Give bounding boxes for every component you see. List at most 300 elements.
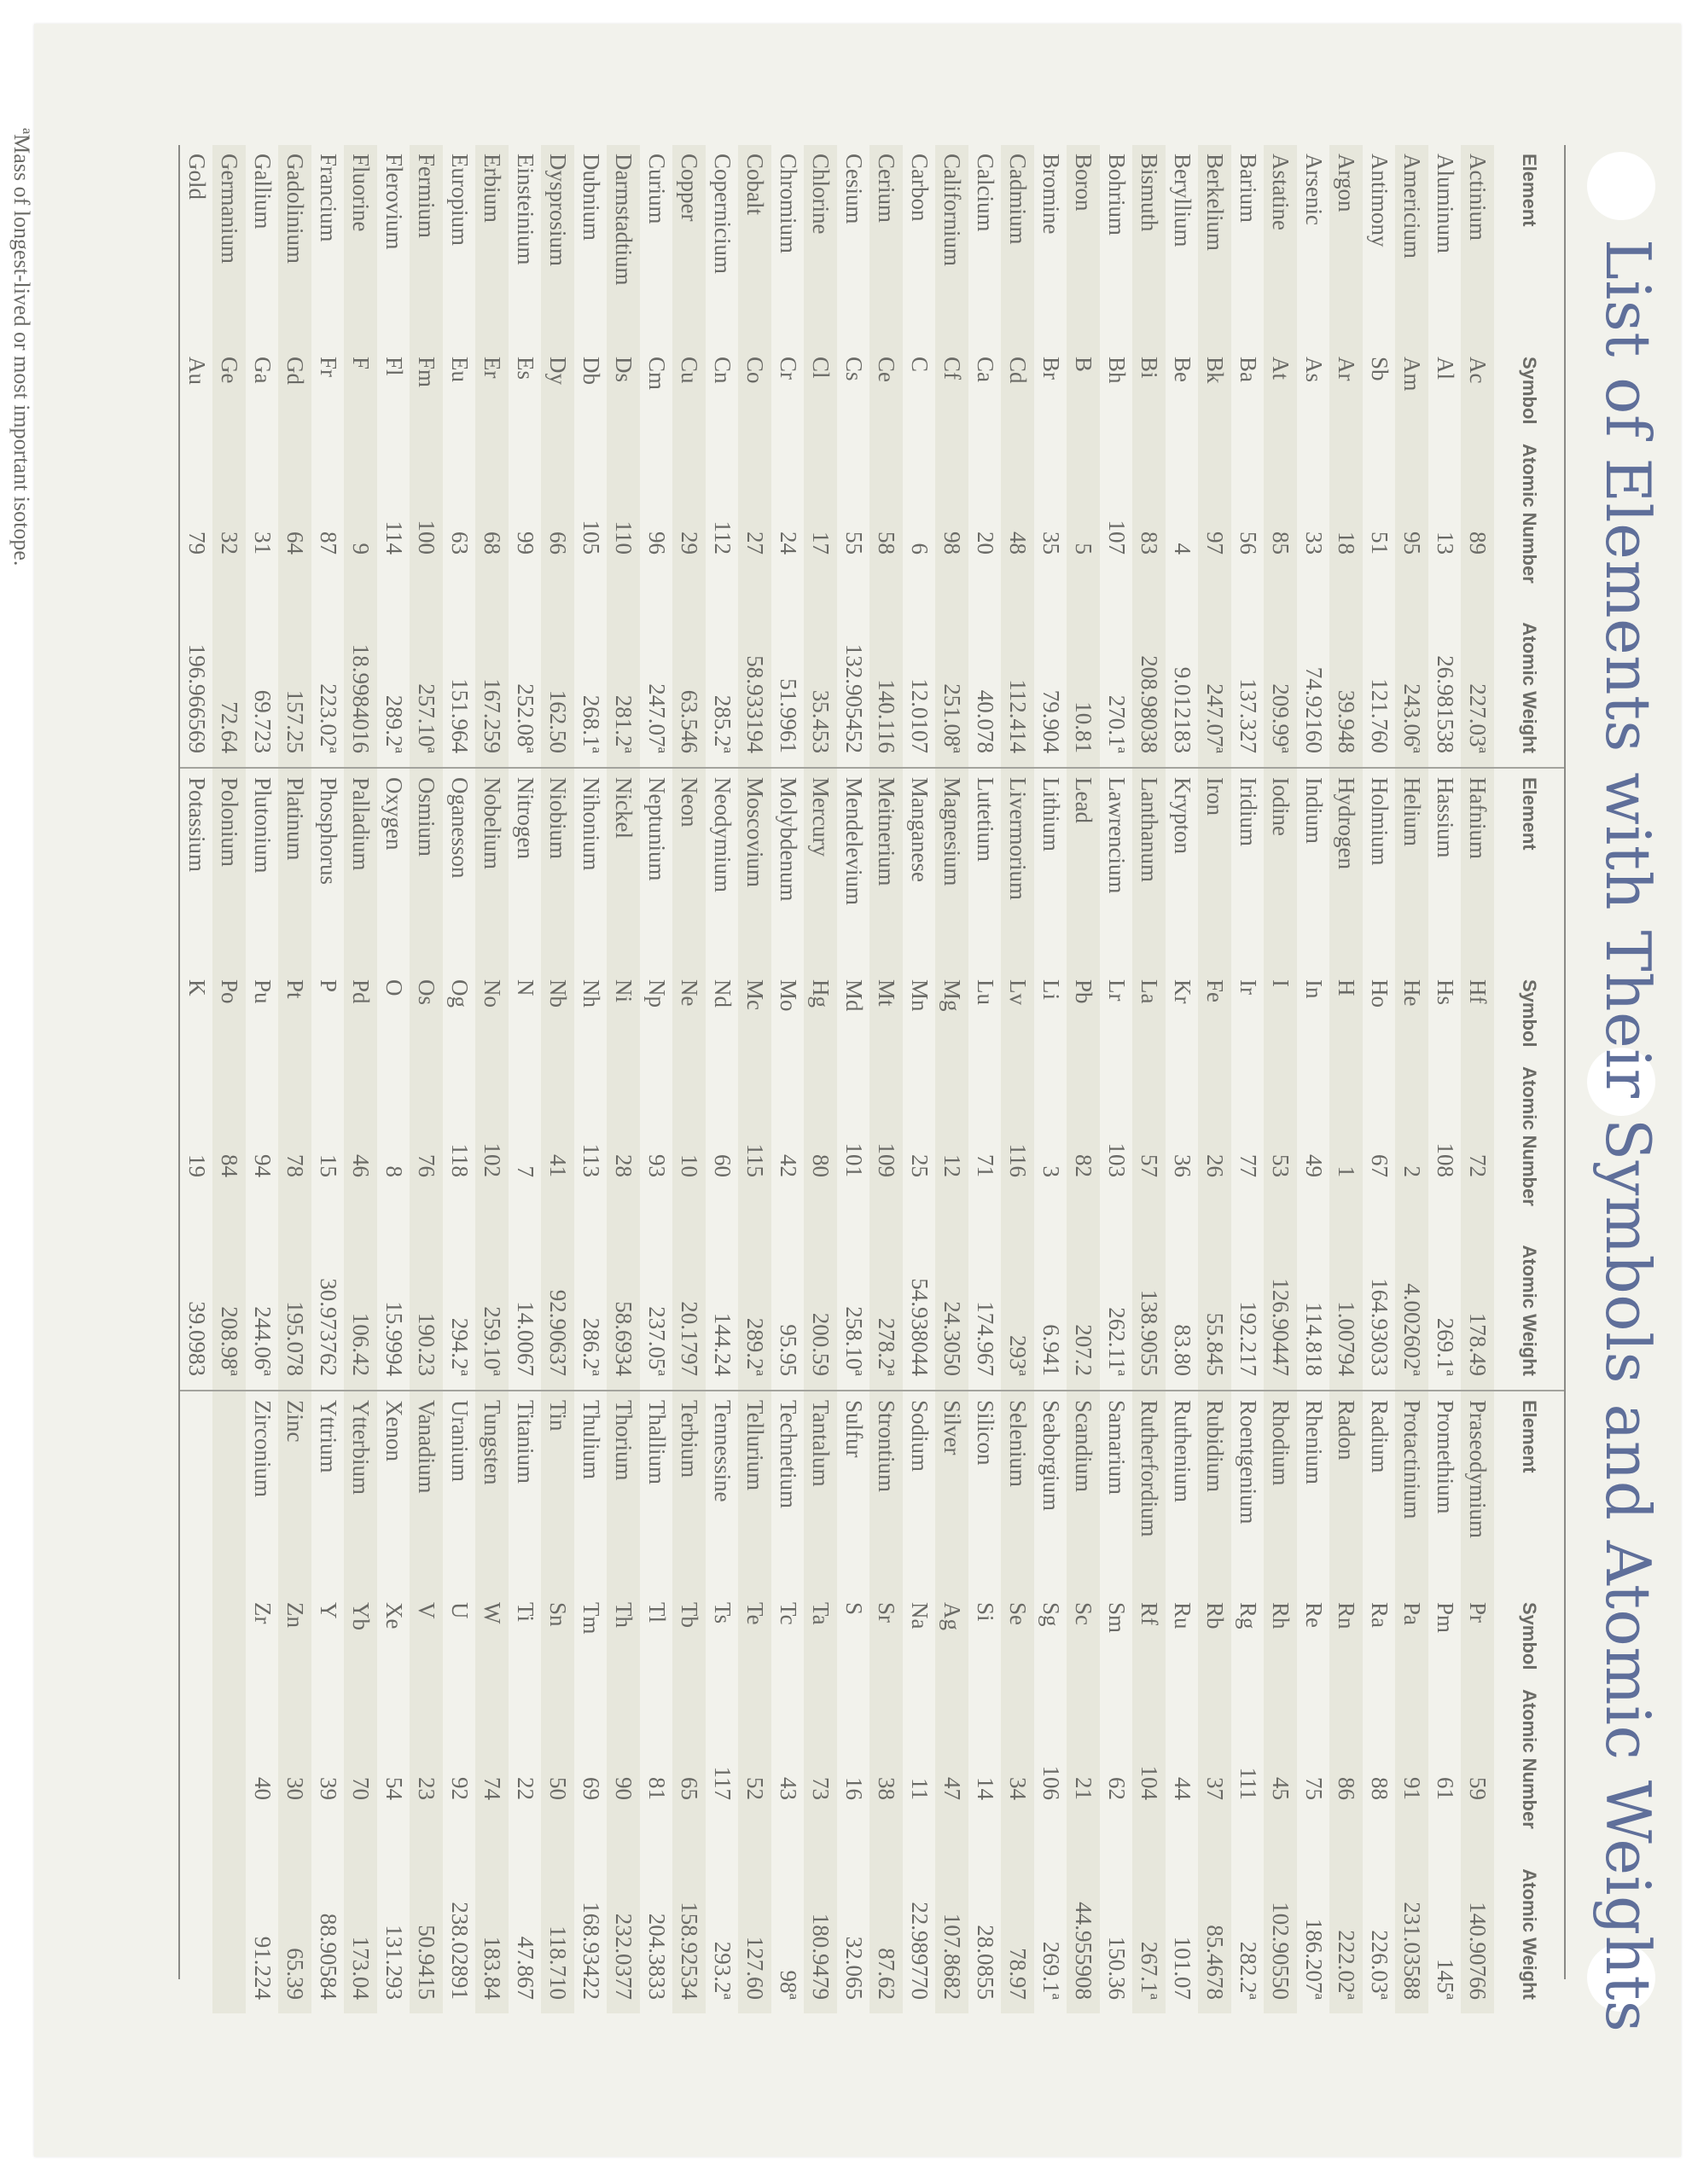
atomic-weight: 10.81: [1067, 580, 1101, 768]
element-symbol: Fm: [410, 341, 444, 435]
element-name: Actinium: [1462, 145, 1495, 341]
atomic-weight: 167.259: [476, 580, 509, 768]
element-name: Mendelevium: [837, 768, 870, 964]
element-symbol: Tb: [673, 1587, 707, 1681]
atomic-number: [180, 1681, 213, 1826]
atomic-number: 109: [870, 1058, 904, 1203]
atomic-number: 6: [903, 435, 936, 580]
element-symbol: Yb: [345, 1587, 378, 1681]
element-symbol: Ac: [1462, 341, 1495, 435]
atomic-weight: 226.03ª: [1363, 1826, 1396, 2013]
element-name: Thorium: [608, 1391, 641, 1587]
element-name: Magnesium: [936, 768, 969, 964]
element-symbol: Ga: [246, 341, 279, 435]
atomic-number: 45: [1265, 1681, 1298, 1826]
atomic-weight: 186.207ª: [1297, 1826, 1330, 2013]
atomic-weight: 44.955908: [1067, 1826, 1101, 2013]
atomic-weight: 293.2ª: [706, 1826, 739, 2013]
atomic-weight: 58.6934: [608, 1203, 641, 1391]
element-name: Berkelium: [1199, 145, 1232, 341]
atomic-number: 60: [706, 1058, 739, 1203]
element-symbol: Kr: [1166, 964, 1199, 1058]
atomic-number: 5: [1067, 435, 1101, 580]
atomic-weight: 55.845: [1199, 1203, 1232, 1391]
element-name: Darmstadtium: [608, 145, 641, 341]
element-symbol: Mo: [771, 964, 805, 1058]
element-name: Curium: [640, 145, 673, 341]
atomic-number: 54: [377, 1681, 410, 1826]
header-symbol: Symbol: [1519, 357, 1540, 425]
atomic-number: 42: [771, 1058, 805, 1203]
element-symbol: Sm: [1100, 1587, 1133, 1681]
element-symbol: P: [311, 964, 345, 1058]
element-name: Rubidium: [1199, 1391, 1232, 1587]
element-name: Terbium: [673, 1391, 707, 1587]
atomic-number: 62: [1100, 1681, 1133, 1826]
element-name: Bohrium: [1100, 145, 1133, 341]
element-name: Californium: [936, 145, 969, 341]
atomic-number: 110: [608, 435, 641, 580]
header-atomic-number: Atomic Number: [1519, 1066, 1540, 1206]
element-symbol: S: [837, 1587, 870, 1681]
atomic-number: 65: [673, 1681, 707, 1826]
atomic-weight: 50.9415: [410, 1826, 444, 2013]
element-symbol: Rf: [1133, 1587, 1166, 1681]
element-symbol: Ba: [1231, 341, 1265, 435]
element-symbol: Er: [476, 341, 509, 435]
table-row: [805, 145, 838, 2013]
element-symbol: Ir: [1231, 964, 1265, 1058]
element-name: Selenium: [1002, 1391, 1035, 1587]
element-name: Oganesson: [443, 768, 476, 964]
atomic-weight: 190.23: [410, 1203, 444, 1391]
table-row: [246, 145, 279, 2013]
element-symbol: Re: [1297, 1587, 1330, 1681]
atomic-weight: 9.012183: [1166, 580, 1199, 768]
atomic-weight: 40.078: [968, 580, 1002, 768]
element-symbol: Rn: [1330, 1587, 1364, 1681]
element-name: Oxygen: [377, 768, 410, 964]
element-name: Fermium: [410, 145, 444, 341]
element-name: Holmium: [1363, 768, 1396, 964]
atomic-weight: 22.989770: [903, 1826, 936, 2013]
atomic-number: 19: [180, 1058, 213, 1203]
element-symbol: Mn: [903, 964, 936, 1058]
element-name: Ytterbium: [345, 1391, 378, 1587]
atomic-number: 44: [1166, 1681, 1199, 1826]
atomic-weight: 79.904: [1034, 580, 1067, 768]
atomic-number: 27: [739, 435, 772, 580]
atomic-number: 25: [903, 1058, 936, 1203]
table-row: [1199, 145, 1232, 2013]
atomic-weight: 252.08ª: [509, 580, 542, 768]
atomic-number: 49: [1297, 1058, 1330, 1203]
element-name: Thallium: [640, 1391, 673, 1587]
element-symbol: Og: [443, 964, 476, 1058]
atomic-number: 111: [1231, 1681, 1265, 1826]
element-name: Ruthenium: [1166, 1391, 1199, 1587]
atomic-weight: 91.224: [246, 1826, 279, 2013]
element-name: Platinum: [279, 768, 312, 964]
element-symbol: Am: [1396, 341, 1429, 435]
element-symbol: Bi: [1133, 341, 1166, 435]
element-symbol: Co: [739, 341, 772, 435]
element-symbol: Hf: [1462, 964, 1495, 1058]
atomic-number: 75: [1297, 1681, 1330, 1826]
atomic-weight: 107.8682: [936, 1826, 969, 2013]
elements-table-container: [178, 145, 1566, 2000]
atomic-weight: 6.941: [1034, 1203, 1067, 1391]
element-name: Thulium: [574, 1391, 608, 1587]
atomic-weight: 126.90447: [1265, 1203, 1298, 1391]
element-name: Niobium: [542, 768, 575, 964]
atomic-weight: 231.03588: [1396, 1826, 1429, 2013]
atomic-weight: 195.078: [279, 1203, 312, 1391]
atomic-weight: 196.966569: [180, 580, 213, 768]
atomic-number: 1: [1330, 1058, 1364, 1203]
element-symbol: Zr: [246, 1587, 279, 1681]
element-name: Americium: [1396, 145, 1429, 341]
atomic-weight: 269.1ª: [1428, 1203, 1462, 1391]
element-name: Fluorine: [345, 145, 378, 341]
atomic-number: 98: [936, 435, 969, 580]
element-symbol: Cm: [640, 341, 673, 435]
element-name: Rutherfordium: [1133, 1391, 1166, 1587]
element-symbol: Bk: [1199, 341, 1232, 435]
element-symbol: Ho: [1363, 964, 1396, 1058]
element-name: Nickel: [608, 768, 641, 964]
atomic-number: 11: [903, 1681, 936, 1826]
atomic-number: 99: [509, 435, 542, 580]
element-symbol: Nh: [574, 964, 608, 1058]
element-symbol: At: [1265, 341, 1298, 435]
element-name: Tellurium: [739, 1391, 772, 1587]
table-row: [311, 145, 345, 2013]
atomic-number: 82: [1067, 1058, 1101, 1203]
table-row: [279, 145, 312, 2013]
atomic-weight: 180.9479: [805, 1826, 838, 2013]
atomic-number: 74: [476, 1681, 509, 1826]
atomic-weight: 72.64: [213, 580, 247, 768]
table-row: [706, 145, 739, 2013]
table-row: [345, 145, 378, 2013]
atomic-weight: 114.818: [1297, 1203, 1330, 1391]
element-name: Praseodymium: [1462, 1391, 1495, 1587]
header-atomic-weight: Atomic Weight: [1519, 1868, 1540, 2000]
element-name: Chromium: [771, 145, 805, 341]
atomic-number: 34: [1002, 1681, 1035, 1826]
atomic-weight: 88.90584: [311, 1826, 345, 2013]
table-row: [1002, 145, 1035, 2013]
element-name: Roentgenium: [1231, 1391, 1265, 1587]
atomic-weight: 200.59: [805, 1203, 838, 1391]
atomic-number: 77: [1231, 1058, 1265, 1203]
element-symbol: Lr: [1100, 964, 1133, 1058]
atomic-weight: 281.2ª: [608, 580, 641, 768]
element-symbol: Hs: [1428, 964, 1462, 1058]
atomic-weight: 1.00794: [1330, 1203, 1364, 1391]
atomic-number: 79: [180, 435, 213, 580]
element-symbol: Mg: [936, 964, 969, 1058]
atomic-number: 117: [706, 1681, 739, 1826]
atomic-number: 115: [739, 1058, 772, 1203]
element-name: Aluminum: [1428, 145, 1462, 341]
element-name: Livermorium: [1002, 768, 1035, 964]
element-name: Iridium: [1231, 768, 1265, 964]
atomic-weight: 262.11ª: [1100, 1203, 1133, 1391]
atomic-weight: 243.06ª: [1396, 580, 1429, 768]
atomic-weight: 32.065: [837, 1826, 870, 2013]
element-symbol: Cn: [706, 341, 739, 435]
atomic-weight: 106.42: [345, 1203, 378, 1391]
atomic-number: 76: [410, 1058, 444, 1203]
atomic-weight: 207.2: [1067, 1203, 1101, 1391]
element-symbol: Pm: [1428, 1587, 1462, 1681]
atomic-number: 116: [1002, 1058, 1035, 1203]
table-row: [1100, 145, 1133, 2013]
element-name: Mercury: [805, 768, 838, 964]
atomic-weight: 158.92534: [673, 1826, 707, 2013]
element-name: Europium: [443, 145, 476, 341]
atomic-weight: 18.9984016: [345, 580, 378, 768]
atomic-weight: 227.03ª: [1462, 580, 1495, 768]
atomic-number: 9: [345, 435, 378, 580]
element-symbol: Fr: [311, 341, 345, 435]
table-row: [903, 145, 936, 2013]
element-name: Dubnium: [574, 145, 608, 341]
element-name: Boron: [1067, 145, 1101, 341]
element-name: Rhenium: [1297, 1391, 1330, 1587]
table-row: [180, 145, 213, 2013]
atomic-weight: 132.905452: [837, 580, 870, 768]
element-symbol: V: [410, 1587, 444, 1681]
header-symbol: Symbol: [1519, 1602, 1540, 1670]
element-symbol: Nd: [706, 964, 739, 1058]
atomic-weight: 14.0067: [509, 1203, 542, 1391]
element-name: Einsteinium: [509, 145, 542, 341]
element-name: Zinc: [279, 1391, 312, 1587]
atomic-number: 28: [608, 1058, 641, 1203]
element-name: Gold: [180, 145, 213, 341]
atomic-weight: 164.93033: [1363, 1203, 1396, 1391]
element-symbol: Pu: [246, 964, 279, 1058]
atomic-weight: 39.948: [1330, 580, 1364, 768]
atomic-number: 97: [1199, 435, 1232, 580]
table-row: [608, 145, 641, 2013]
element-name: Nitrogen: [509, 768, 542, 964]
header-atomic-number: Atomic Number: [1519, 1689, 1540, 1829]
atomic-number: 72: [1462, 1058, 1495, 1203]
element-name: Uranium: [443, 1391, 476, 1587]
element-name: Yttrium: [311, 1391, 345, 1587]
element-symbol: Th: [608, 1587, 641, 1681]
element-symbol: Gd: [279, 341, 312, 435]
table-row: [443, 145, 476, 2013]
element-symbol: [180, 1587, 213, 1681]
element-symbol: Rg: [1231, 1587, 1265, 1681]
element-name: Potassium: [180, 768, 213, 964]
atomic-number: 93: [640, 1058, 673, 1203]
element-symbol: Mc: [739, 964, 772, 1058]
element-symbol: Nb: [542, 964, 575, 1058]
table-row: [1462, 145, 1495, 2013]
element-name: Protactinium: [1396, 1391, 1429, 1587]
atomic-weight: 258.10ª: [837, 1203, 870, 1391]
atomic-number: 66: [542, 435, 575, 580]
element-symbol: Sc: [1067, 1587, 1101, 1681]
element-name: Astatine: [1265, 145, 1298, 341]
element-name: Lawrencium: [1100, 768, 1133, 964]
element-symbol: Be: [1166, 341, 1199, 435]
atomic-weight: 238.02891: [443, 1826, 476, 2013]
element-symbol: K: [180, 964, 213, 1058]
atomic-weight: 209.99ª: [1265, 580, 1298, 768]
table-row: [1133, 145, 1166, 2013]
element-name: Helium: [1396, 768, 1429, 964]
atomic-weight: 204.3833: [640, 1826, 673, 2013]
atomic-weight: 257.10ª: [410, 580, 444, 768]
elements-table: [180, 145, 1564, 2013]
element-symbol: Bh: [1100, 341, 1133, 435]
element-name: Nobelium: [476, 768, 509, 964]
atomic-number: 51: [1363, 435, 1396, 580]
element-name: Barium: [1231, 145, 1265, 341]
atomic-number: 13: [1428, 435, 1462, 580]
atomic-weight: 69.723: [246, 580, 279, 768]
atomic-number: 50: [542, 1681, 575, 1826]
atomic-number: 64: [279, 435, 312, 580]
element-symbol: Al: [1428, 341, 1462, 435]
atomic-number: 52: [739, 1681, 772, 1826]
atomic-weight: 157.25: [279, 580, 312, 768]
atomic-number: 59: [1462, 1681, 1495, 1826]
element-name: Phosphorus: [311, 768, 345, 964]
element-name: Gallium: [246, 145, 279, 341]
element-symbol: Pa: [1396, 1587, 1429, 1681]
table-row: [771, 145, 805, 2013]
atomic-number: 35: [1034, 435, 1067, 580]
atomic-number: 100: [410, 435, 444, 580]
atomic-weight: 232.0377: [608, 1826, 641, 2013]
atomic-weight: 58.933194: [739, 580, 772, 768]
atomic-weight: 83.80: [1166, 1203, 1199, 1391]
element-symbol: Db: [574, 341, 608, 435]
element-symbol: Se: [1002, 1587, 1035, 1681]
element-symbol: Sr: [870, 1587, 904, 1681]
atomic-weight: 267.1ª: [1133, 1826, 1166, 2013]
atomic-number: 38: [870, 1681, 904, 1826]
element-symbol: In: [1297, 964, 1330, 1058]
element-name: Argon: [1330, 145, 1364, 341]
element-symbol: F: [345, 341, 378, 435]
atomic-weight: 174.967: [968, 1203, 1002, 1391]
atomic-number: 14: [968, 1681, 1002, 1826]
atomic-number: 78: [279, 1058, 312, 1203]
element-symbol: Ra: [1363, 1587, 1396, 1681]
element-name: Plutonium: [246, 768, 279, 964]
atomic-number: 107: [1100, 435, 1133, 580]
element-name: Nihonium: [574, 768, 608, 964]
element-name: Manganese: [903, 768, 936, 964]
atomic-weight: 144.24: [706, 1203, 739, 1391]
atomic-weight: 78.97: [1002, 1826, 1035, 2013]
atomic-number: 33: [1297, 435, 1330, 580]
element-symbol: Dy: [542, 341, 575, 435]
table-header-row: [1494, 145, 1564, 2013]
element-name: Neon: [673, 768, 707, 964]
header-element: Element: [1494, 768, 1564, 964]
elements-table-body: [180, 145, 1494, 2013]
atomic-weight: 47.867: [509, 1826, 542, 2013]
atomic-number: 83: [1133, 435, 1166, 580]
element-symbol: Lv: [1002, 964, 1035, 1058]
atomic-number: 69: [574, 1681, 608, 1826]
element-name: Moscovium: [739, 768, 772, 964]
atomic-number: 114: [377, 435, 410, 580]
element-name: Rhodium: [1265, 1391, 1298, 1587]
atomic-weight: 102.90550: [1265, 1826, 1298, 2013]
element-symbol: Pd: [345, 964, 378, 1058]
element-symbol: No: [476, 964, 509, 1058]
atomic-number: 86: [1330, 1681, 1364, 1826]
table-row: [1067, 145, 1101, 2013]
atomic-weight: 138.9055: [1133, 1203, 1166, 1391]
element-symbol: Li: [1034, 964, 1067, 1058]
element-name: Promethium: [1428, 1391, 1462, 1587]
element-symbol: Rh: [1265, 1587, 1298, 1681]
element-name: Palladium: [345, 768, 378, 964]
atomic-number: 17: [805, 435, 838, 580]
table-row: [1396, 145, 1429, 2013]
atomic-number: 57: [1133, 1058, 1166, 1203]
atomic-weight: 85.4678: [1199, 1826, 1232, 2013]
element-symbol: Sg: [1034, 1587, 1067, 1681]
element-name: Seaborgium: [1034, 1391, 1067, 1587]
table-row: [1330, 145, 1364, 2013]
table-row: [1363, 145, 1396, 2013]
element-name: Tennessine: [706, 1391, 739, 1587]
atomic-number: 106: [1034, 1681, 1067, 1826]
atomic-weight: 289.2ª: [377, 580, 410, 768]
atomic-number: 96: [640, 435, 673, 580]
atomic-weight: 118.710: [542, 1826, 575, 2013]
atomic-weight: 222.02ª: [1330, 1826, 1364, 2013]
atomic-weight: 63.546: [673, 580, 707, 768]
element-symbol: Pb: [1067, 964, 1101, 1058]
atomic-number: 80: [805, 1058, 838, 1203]
table-row: [640, 145, 673, 2013]
atomic-number: 55: [837, 435, 870, 580]
header-atomic-weight: Atomic Weight: [1519, 1245, 1540, 1376]
atomic-number: 88: [1363, 1681, 1396, 1826]
table-row: [509, 145, 542, 2013]
table-row: [739, 145, 772, 2013]
element-symbol: Eu: [443, 341, 476, 435]
atomic-weight: 112.414: [1002, 580, 1035, 768]
atomic-number: 10: [673, 1058, 707, 1203]
atomic-weight: 294.2ª: [443, 1203, 476, 1391]
atomic-weight: 178.49: [1462, 1203, 1495, 1391]
element-symbol: Ti: [509, 1587, 542, 1681]
atomic-weight: 268.1ª: [574, 580, 608, 768]
atomic-weight: 15.9994: [377, 1203, 410, 1391]
element-name: Vanadium: [410, 1391, 444, 1587]
element-name: Polonium: [213, 768, 247, 964]
atomic-number: 71: [968, 1058, 1002, 1203]
element-name: Hassium: [1428, 768, 1462, 964]
table-row: [968, 145, 1002, 2013]
element-name: Antimony: [1363, 145, 1396, 341]
